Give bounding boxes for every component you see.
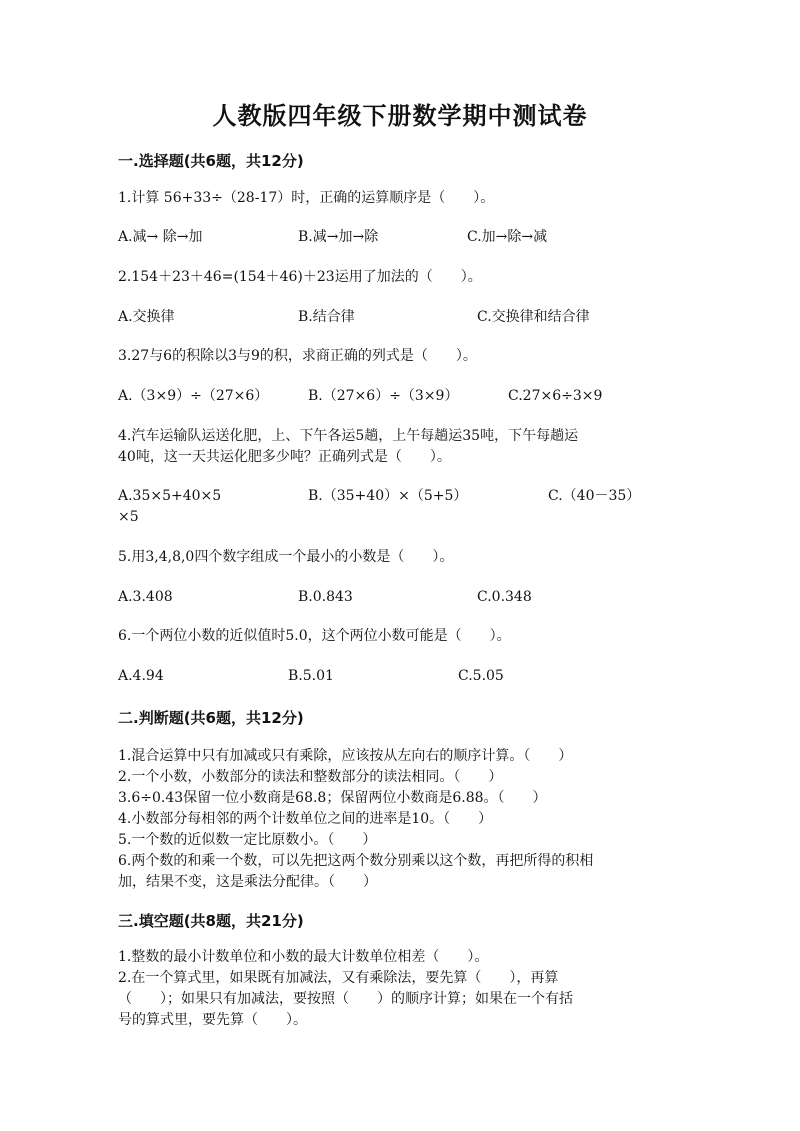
question-6-option-c: C.5.05 — [458, 668, 504, 684]
judgement-item: 5.一个数的近似数一定比原数小。（ ） — [118, 832, 377, 848]
section-heading-fill-in: 三.填空题(共8题，共21分) — [118, 912, 304, 930]
question-4-option-b: B.（35+40）×（5+5） — [308, 488, 468, 504]
fill-in-item-continued: （ ）；如果只有加减法，要按照（ ）的顺序计算；如果在一个有括 — [118, 991, 573, 1007]
judgement-item: 6.两个数的和乘一个数，可以先把这两个数分别乘以这个数，再把所得的积相 — [118, 853, 594, 869]
question-2-stem: 2.154＋23＋46=(154＋46)＋23运用了加法的（ ）。 — [118, 269, 482, 285]
question-5-option-c: C.0.348 — [477, 589, 532, 605]
fill-in-item-continued: 号的算式里，要先算（ ）。 — [118, 1012, 307, 1028]
question-5-stem: 5.用3,4,8,0四个数字组成一个最小的小数是（ ）。 — [118, 549, 454, 565]
question-1-option-a: A.减→ 除→加 — [118, 229, 203, 245]
section-heading-choice: 一.选择题(共6题，共12分) — [118, 152, 304, 170]
question-1-option-b: B.减→加→除 — [298, 229, 379, 245]
question-4-option-a: A.35×5+40×5 — [118, 488, 222, 504]
fill-in-item: 1.整数的最小计数单位和小数的最大计数单位相差（ ）。 — [118, 949, 489, 965]
question-5-option-a: A.3.408 — [118, 589, 173, 605]
question-6-option-a: A.4.94 — [118, 668, 164, 684]
question-3-option-a: A.（3×9）÷（27×6） — [118, 388, 269, 404]
question-2-option-c: C.交换律和结合律 — [477, 309, 590, 325]
question-1-stem: 1.计算 56+33÷（28-17）时，正确的运算顺序是（ ）。 — [118, 190, 495, 206]
judgement-item: 1.混合运算中只有加减或只有乘除，应该按从左向右的顺序计算。（ ） — [118, 748, 573, 764]
judgement-item: 4.小数部分每相邻的两个计数单位之间的进率是10。（ ） — [118, 811, 493, 827]
question-1-option-c: C.加→除→减 — [467, 229, 548, 245]
question-4-option-c: C.（40－35） — [548, 488, 641, 504]
question-3-option-c: C.27×6÷3×9 — [508, 388, 603, 404]
question-2-option-a: A.交换律 — [118, 309, 175, 325]
page-title: 人教版四年级下册数学期中测试卷 — [212, 102, 588, 130]
question-4-option-c-continued: ×5 — [118, 509, 139, 525]
fill-in-item: 2.在一个算式里，如果既有加减法，又有乘除法，要先算（ ），再算 — [118, 970, 559, 986]
section-heading-true-false: 二.判断题(共6题，共12分) — [118, 709, 304, 727]
question-3-option-b: B.（27×6）÷（3×9） — [308, 388, 459, 404]
judgement-item: 2.一个小数，小数部分的读法和整数部分的读法相同。（ ） — [118, 769, 503, 785]
question-6-option-b: B.5.01 — [288, 668, 334, 684]
judgement-item: 3.6÷0.43保留一位小数商是68.8；保留两位小数商是6.88。（ ） — [118, 790, 547, 806]
question-4-stem-line1: 4.汽车运输队运送化肥，上、下午各运5趟，上午每趟运35吨，下午每趟运 — [118, 428, 579, 444]
question-6-stem: 6.一个两位小数的近似值时5.0，这个两位小数可能是（ ）。 — [118, 628, 511, 644]
question-3-stem: 3.27与6的积除以3与9的积，求商正确的列式是（ ）。 — [118, 348, 477, 364]
question-2-option-b: B.结合律 — [298, 309, 355, 325]
judgement-item-continued: 加，结果不变，这是乘法分配律。（ ） — [118, 874, 377, 890]
question-4-stem-line2: 40吨，这一天共运化肥多少吨？正确列式是（ ）。 — [118, 449, 451, 465]
question-5-option-b: B.0.843 — [298, 589, 353, 605]
